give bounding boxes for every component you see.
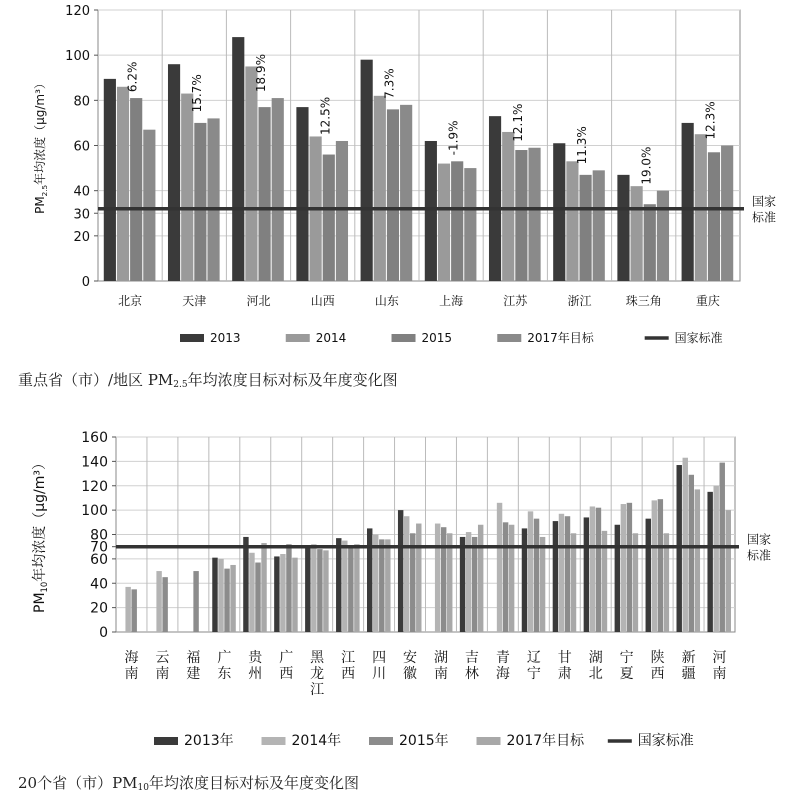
bar: [243, 537, 248, 632]
legend-swatch: [262, 737, 286, 745]
bar: [404, 516, 409, 632]
caption-text: 重点省（市）/地区 PM: [18, 371, 174, 389]
y-axis-label: $PM_{2.5}$年均浓度（μg/m³）: [33, 77, 49, 214]
legend-swatch: [369, 737, 393, 745]
x-tick-label: 州: [248, 666, 263, 682]
bar: [168, 64, 180, 281]
bar-annotation-label: 7.3%: [382, 68, 397, 99]
legend-label: 2013年: [184, 733, 234, 749]
x-tick-label: 辽: [526, 650, 541, 666]
legend-label: 2014: [315, 331, 347, 345]
x-tick-label: 云: [155, 650, 170, 666]
bar-annotation-label: 11.3%: [575, 126, 590, 165]
bar: [387, 109, 399, 281]
bar: [559, 514, 564, 632]
pm25-chart: [0, 0, 800, 360]
bar: [207, 118, 219, 281]
bar: [354, 544, 359, 632]
x-tick-label: 上海: [439, 294, 464, 308]
bar: [286, 544, 291, 632]
bar: [336, 538, 341, 632]
bar: [502, 132, 514, 281]
x-tick-label: 西: [650, 666, 665, 682]
x-tick-label: 建: [186, 666, 201, 682]
y-tick-label: 0: [81, 275, 90, 290]
legend-label: 国家标准: [637, 733, 694, 749]
x-tick-label: 宁: [619, 650, 634, 666]
legend-label: 2013: [210, 331, 241, 345]
bar: [292, 558, 297, 632]
y-tick-label: 120: [65, 4, 90, 19]
bar: [460, 537, 465, 632]
bar: [367, 528, 372, 632]
x-tick-label: 西: [279, 666, 294, 682]
x-tick-label: 川: [372, 666, 387, 682]
legend-swatch: [180, 334, 204, 342]
bar: [646, 519, 651, 632]
bar: [553, 143, 565, 281]
x-tick-label: 山东: [374, 294, 399, 308]
caption-subscript: 2.5: [173, 380, 188, 390]
bar: [553, 521, 558, 632]
bar: [398, 510, 403, 632]
x-tick-label: 东: [217, 666, 232, 682]
bar: [631, 186, 643, 281]
x-tick-label: 广: [279, 650, 294, 666]
bar: [230, 565, 235, 632]
x-tick-label: 江: [341, 650, 356, 666]
bar: [497, 503, 502, 632]
bar: [162, 577, 167, 632]
pm25-chart-caption: [18, 369, 398, 390]
x-tick-label: 疆: [681, 666, 696, 682]
bar: [528, 511, 533, 632]
bar: [593, 170, 605, 281]
y-tick-label: 40: [90, 576, 108, 593]
x-tick-label: 湖: [588, 650, 603, 666]
x-tick-label: 北: [588, 666, 603, 682]
x-tick-label: 夏: [619, 666, 634, 682]
y-tick-label: 120: [81, 478, 108, 495]
bar: [130, 98, 142, 281]
x-tick-label: 山西: [310, 294, 335, 308]
x-tick-label: 湖: [433, 650, 448, 666]
bar: [726, 510, 731, 632]
x-tick-label: 南: [433, 666, 448, 682]
bar: [451, 161, 463, 281]
bar: [104, 79, 116, 281]
bar: [336, 141, 348, 281]
reference-line-label: 国家: [752, 194, 777, 209]
bar: [272, 98, 284, 281]
bar: [143, 130, 155, 281]
bar: [540, 537, 545, 632]
x-tick-label: 广: [217, 650, 232, 666]
legend-label: 2015: [421, 331, 453, 345]
bar: [323, 550, 328, 632]
y-tick-label: 70: [90, 539, 108, 556]
bar: [621, 504, 626, 632]
bar: [617, 175, 629, 281]
y-tick-label: 80: [90, 527, 108, 544]
bar: [657, 191, 669, 281]
x-tick-label: 南: [124, 666, 139, 682]
bar: [261, 543, 266, 632]
bar-annotation-label: 12.3%: [703, 101, 718, 140]
caption-subscript: 10: [137, 783, 149, 793]
y-tick-label: 20: [73, 229, 90, 245]
bar: [522, 528, 527, 632]
x-tick-label: 福: [186, 650, 201, 666]
bar: [503, 522, 508, 632]
bar: [400, 105, 412, 281]
bar-annotation-label: 6.2%: [125, 61, 140, 93]
x-tick-label: 新: [681, 650, 696, 666]
bar: [305, 547, 310, 632]
bar: [348, 547, 353, 632]
bar: [425, 141, 437, 281]
bar: [435, 524, 440, 632]
x-tick-label: 甘: [557, 650, 572, 666]
bar: [416, 524, 421, 632]
x-tick-label: 南: [712, 666, 727, 682]
bar: [584, 517, 589, 632]
y-tick-label: 100: [81, 503, 108, 520]
bar: [721, 146, 733, 282]
pm10-chart-caption: [18, 772, 359, 793]
x-tick-label: 海: [124, 650, 139, 666]
y-tick-label: 60: [73, 139, 90, 155]
bar: [652, 500, 657, 632]
bar: [212, 558, 217, 632]
bar: [125, 587, 130, 632]
y-tick-label: 140: [81, 454, 108, 471]
bar: [534, 519, 539, 632]
bar: [472, 537, 477, 632]
y-tick-label: 100: [65, 49, 90, 65]
bar-annotation-label: 15.7%: [189, 74, 204, 113]
bar: [193, 571, 198, 632]
bar: [280, 554, 285, 632]
bar: [515, 150, 527, 281]
y-tick-label: 80: [73, 94, 90, 110]
x-tick-label: 江苏: [503, 294, 528, 308]
y-tick-label: 60: [90, 551, 108, 568]
bar: [683, 458, 688, 632]
pm10-chart: [0, 420, 800, 765]
x-tick-label: 海: [495, 666, 510, 682]
x-tick-label: 珠三角: [625, 294, 662, 308]
x-tick-label: 肃: [557, 666, 572, 682]
x-tick-label: 安: [403, 650, 418, 666]
x-tick-label: 青: [495, 650, 510, 666]
bar: [249, 553, 254, 632]
caption-text: 20个省（市）PM: [18, 774, 138, 792]
bar: [565, 516, 570, 632]
bar: [509, 525, 514, 632]
bar-annotation-label: 12.5%: [318, 96, 333, 135]
x-tick-label: 河北: [246, 294, 271, 308]
bar: [296, 107, 308, 281]
bar: [644, 204, 656, 281]
bar-annotation-label: -1.9%: [446, 120, 461, 156]
y-tick-label: 160: [81, 430, 108, 446]
y-tick-label: 0: [99, 625, 108, 641]
bar: [224, 569, 229, 632]
x-tick-label: 龙: [310, 666, 325, 682]
legend-label: 2017年目标: [506, 733, 585, 749]
bar: [232, 37, 244, 281]
x-tick-label: 徽: [403, 666, 418, 682]
y-tick-label: 30: [73, 207, 90, 223]
bar: [255, 563, 260, 632]
bar: [245, 66, 257, 281]
bar: [274, 556, 279, 632]
bar: [361, 60, 373, 281]
bar: [689, 475, 694, 632]
x-tick-label: 天津: [182, 294, 207, 308]
x-tick-label: 浙江: [567, 294, 592, 308]
bar: [117, 87, 129, 281]
caption-text: 年均浓度目标对标及年度变化图: [149, 774, 360, 792]
bar: [374, 96, 386, 281]
legend-swatch: [392, 334, 416, 342]
bar: [441, 527, 446, 632]
bar: [379, 539, 384, 632]
bar-annotation-label: 18.9%: [254, 53, 269, 93]
legend-swatch: [286, 334, 310, 342]
bar: [218, 559, 223, 632]
x-tick-label: 四: [372, 650, 387, 666]
bar: [713, 486, 718, 632]
x-tick-label: 林: [464, 666, 479, 682]
x-tick-label: 西: [341, 666, 356, 682]
y-axis-label: $PM_{10}$年均浓度（μg/m³）: [32, 456, 49, 613]
bar: [682, 123, 694, 281]
bar: [695, 489, 700, 632]
bar: [478, 525, 483, 632]
bar: [385, 539, 390, 632]
x-tick-label: 重庆: [695, 294, 720, 308]
bar-annotation-label: 19.0%: [639, 146, 654, 185]
x-tick-label: 贵: [248, 650, 263, 666]
bar: [708, 152, 720, 281]
bar-annotation-label: 12.1%: [510, 103, 525, 142]
y-tick-label: 40: [73, 184, 90, 200]
x-tick-label: 北京: [118, 294, 143, 308]
bar: [658, 499, 663, 632]
legend-label: 国家标准: [674, 331, 723, 345]
bar: [528, 148, 540, 281]
legend-swatch: [477, 737, 501, 745]
bar: [615, 525, 620, 632]
bar: [311, 544, 316, 632]
x-tick-label: 江: [310, 682, 325, 698]
bar: [156, 571, 161, 632]
bar: [373, 535, 378, 633]
x-tick-label: 宁: [526, 666, 541, 682]
bar: [131, 589, 136, 632]
bar: [438, 164, 450, 281]
bar: [627, 503, 632, 632]
bar: [181, 94, 193, 281]
bar: [323, 155, 335, 281]
bar: [464, 168, 476, 281]
bar: [566, 161, 578, 281]
bar: [590, 506, 595, 632]
x-tick-label: 南: [155, 666, 170, 682]
bar: [317, 549, 322, 632]
bar: [259, 107, 271, 281]
bar: [707, 492, 712, 632]
legend-label: 2014年: [291, 733, 342, 749]
caption-text: 年均浓度目标对标及年度变化图: [187, 371, 398, 389]
bar: [677, 465, 682, 632]
legend-swatch: [497, 334, 521, 342]
y-tick-label: 20: [90, 600, 108, 617]
reference-line-label: 标准: [752, 210, 777, 225]
legend-swatch: [154, 737, 178, 745]
reference-line-label: 国家: [747, 532, 772, 547]
bar: [342, 541, 347, 632]
bar: [489, 116, 501, 281]
bar: [194, 123, 206, 281]
x-tick-label: 河: [712, 650, 727, 666]
legend-label: 2017年目标: [527, 331, 594, 345]
x-tick-label: 黑: [310, 650, 325, 666]
legend-label: 2015年: [399, 733, 449, 749]
x-tick-label: 吉: [464, 650, 479, 666]
bar: [596, 508, 601, 632]
reference-line-label: 标准: [747, 548, 772, 563]
x-tick-label: 陕: [650, 650, 665, 666]
bar: [580, 175, 592, 281]
